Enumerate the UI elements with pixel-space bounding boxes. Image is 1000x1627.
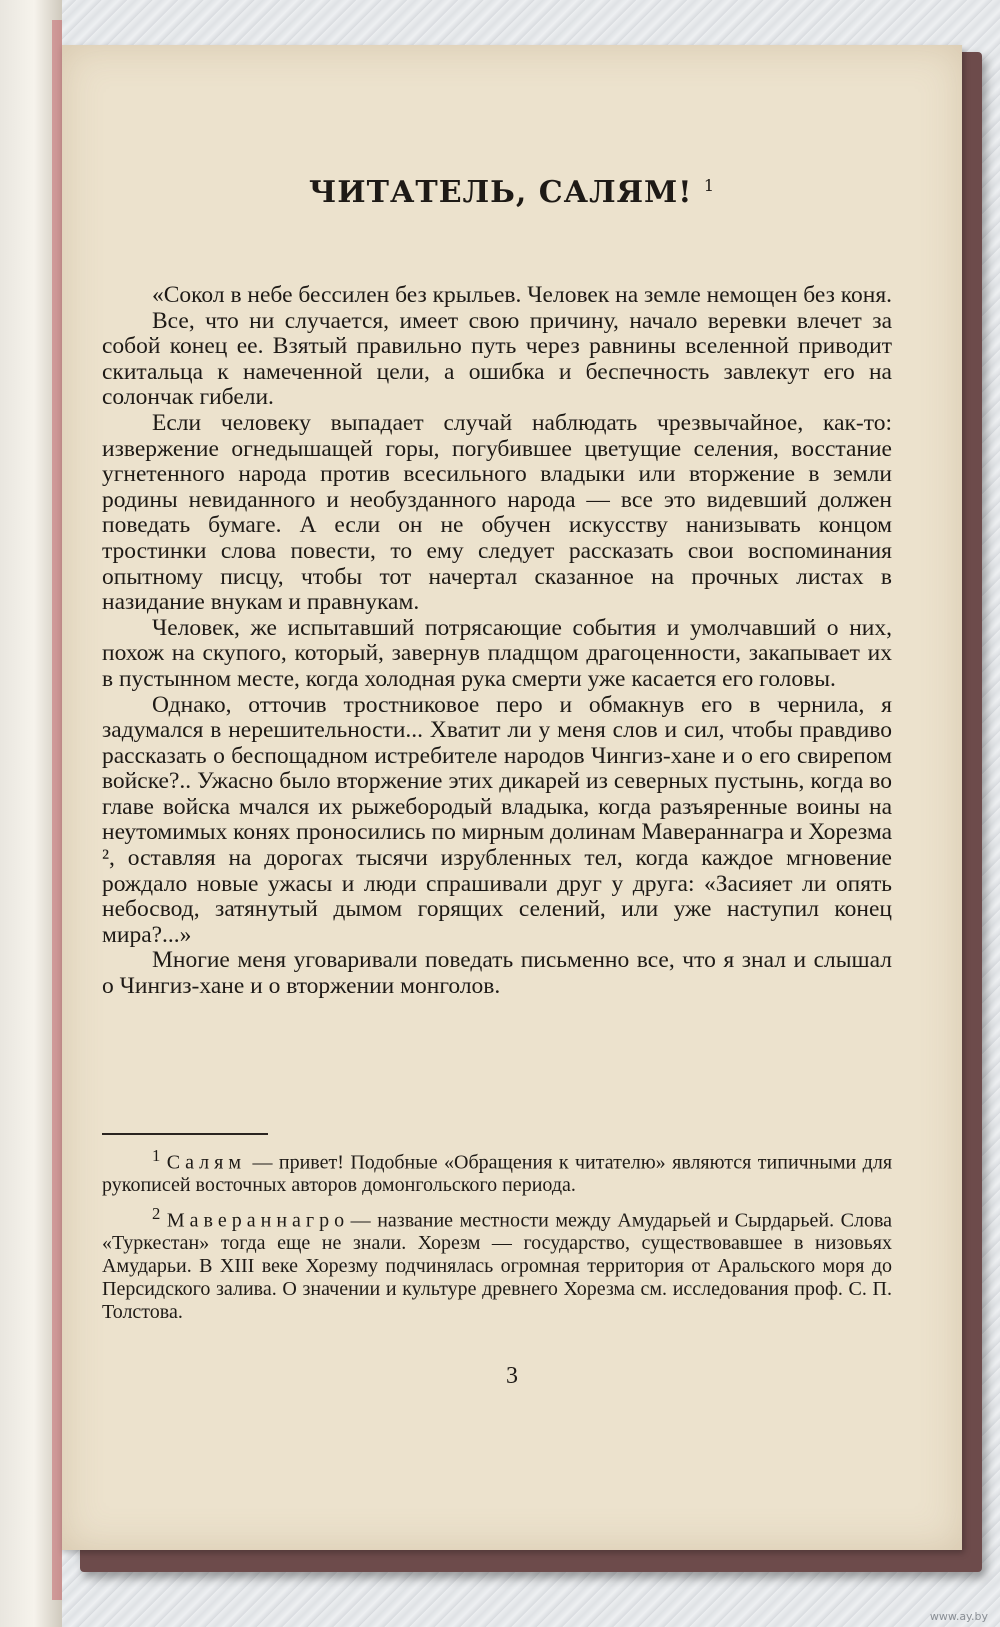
paragraph: «Сокол в небе бессилен без крыльев. Человек на земле немощен без коня. <box>152 282 892 308</box>
paragraph: Однако, отточив тростниковое перо и обмакнув его в чернила, я задумался в нерешительности... Хватит ли у меня слов и сил, чтобы правдиво рассказать о беспощадном истребителе народов Чингиз-хане и о его свирепом войске?.. Ужасно было вторжение этих дикарей из северных пустынь, когда во главе войска мчался их рыжебородый владыка, когда разъяренные воины на неутомимых конях проносились по мирным долинам Мавераннагра и Хорезма ², оставляя на дорогах тысячи изрубленных тел, когда каждое мгновение рождало новые ужасы и люди спрашивали друг у друга: «Засияет ли опять небосвод, затянутый дымом горящих селений, или уже наступил конец мира?...» <box>102 691 892 948</box>
footnote-term: Салям <box>166 1151 247 1174</box>
paragraph: Все, что ни случается, имеет свою причину, начало веревки влечет за собой конец ее. Взятый правильно путь через равнины вселенной приводит скитальца к намеченной цели, а ошибка и беспечность завлекут его на солончак гибели. <box>102 307 892 411</box>
footnote-term: Мавераннагр <box>166 1209 335 1232</box>
watermark: www.ay.by <box>929 1610 988 1623</box>
title-footnote-mark: 1 <box>703 176 716 195</box>
book-page <box>62 45 962 1550</box>
footnote-divider <box>102 1133 268 1135</box>
paragraph: Если человеку выпадает случай наблюдать чрезвычайное, как-то: извержение огнедышащей горы, погубившее цветущие селения, восстание угнетенного народа против всесильного владыки или вторжение в земли родины невиданного и необузданного народа — все это видевший должен поведать бумаге. А если он не обучен искусству нанизывать концом тростинки слова повести, то ему следует рассказать свои воспоминания опытному писцу, чтобы тот начертал сказанное на прочных листах в назидание внукам и правнукам. <box>102 409 892 616</box>
footnote-mark: 1 <box>152 1146 161 1165</box>
main-text <box>102 283 892 1000</box>
page-title <box>62 175 962 210</box>
paragraph: Человек, же испытавший потрясающие события и умолчавший о них, похож на скупого, который, завернув пладщом драгоценности, закапывает их в пустынном месте, когда холодная рука смерти уже касается его головы. <box>102 614 892 692</box>
page-number: 3 <box>506 1363 518 1389</box>
footnote-item <box>102 1203 892 1323</box>
footnote-text: о — название местности между Амударьей и Сырдарьей. Слова «Туркестан» тогда еще не знали. Хорезм — государство, существовавшее в низовьях Амударьи. В XIII веке Хорезму подчинялась огромная территория от Аральского моря до Персидского залива. О значении и культуре древнего Хорезма см. исследования проф. С. П. Толстова. <box>102 1209 893 1323</box>
footnote-item <box>102 1145 892 1197</box>
title-text: ЧИТАТЕЛЬ, САЛЯМ! <box>308 175 693 210</box>
paragraph: Многие меня уговаривали поведать письменно все, что я знал и слышал о Чингиз-хане и о вторжении монголов. <box>102 947 892 1000</box>
spine-edge <box>52 20 62 1600</box>
footnotes <box>102 1145 892 1329</box>
footnote-mark: 2 <box>152 1204 161 1224</box>
footnote-text: — привет! Подобные «Обращения к читателю» являются типичными для рукописей восточных авторов домонгольского периода. <box>102 1151 893 1197</box>
